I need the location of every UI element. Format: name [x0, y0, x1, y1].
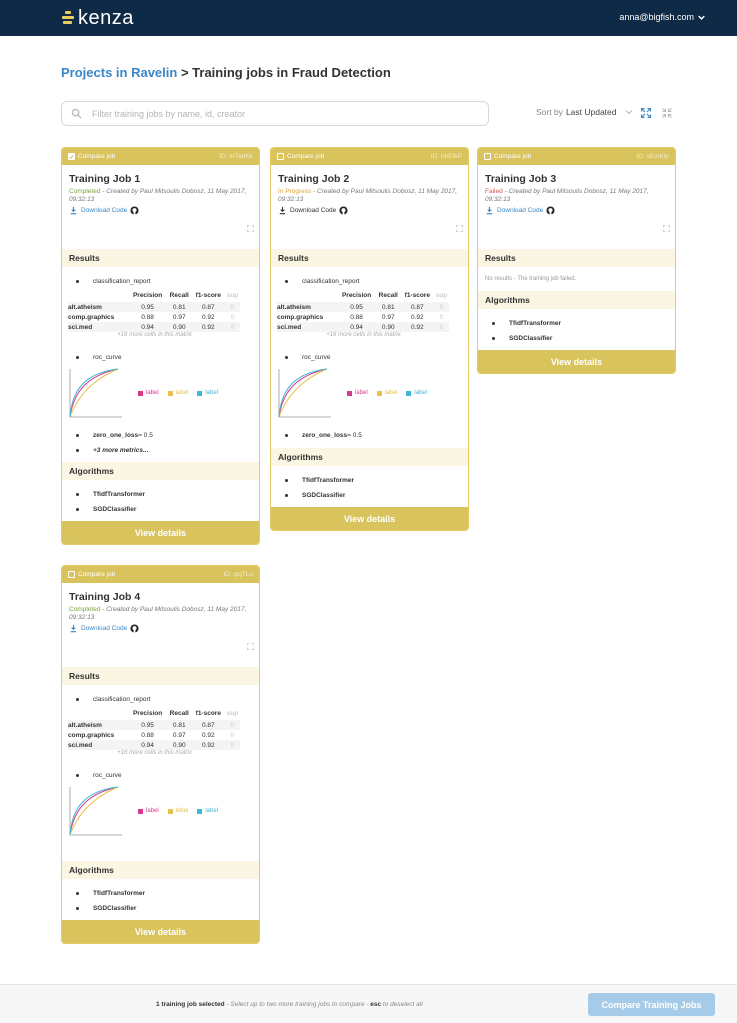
job-created-info: - Created by Paul Mitsoulis Dobosz, 11 May 2017, 09:32:13 [69, 606, 247, 621]
status-badge: Failed [485, 188, 503, 195]
more-metrics-label: +3 more metrics... [93, 447, 149, 454]
card-summary [62, 165, 259, 249]
search-bar[interactable] [61, 101, 489, 126]
download-icon [69, 624, 78, 633]
table-header-cell: Recall [378, 292, 398, 299]
table-cell: 0.95 [337, 302, 375, 312]
table-cell: 0 [230, 313, 235, 321]
metric-item [62, 428, 259, 443]
view-details-button[interactable]: View details [62, 920, 259, 943]
compare-job-label: Compare job [78, 571, 116, 578]
roc-curve-name [62, 768, 259, 783]
algorithm-label: SGDClassifier [93, 506, 137, 513]
card-header [478, 148, 675, 165]
training-job-card [61, 565, 260, 944]
table-header-cell: Precision [341, 292, 372, 299]
checkbox-checked-icon [68, 153, 75, 160]
metric-value: = 0.5 [347, 432, 362, 439]
table-cell: 0 [439, 313, 444, 321]
no-results-message: No results - The training job failed. [485, 276, 577, 282]
search-icon [71, 108, 82, 119]
table-cell: 0.81 [167, 720, 192, 730]
legend-item: label [168, 390, 189, 396]
roc-legend [347, 390, 427, 396]
legend-item: label [197, 808, 218, 814]
table-header-cell: f1-score [195, 710, 221, 717]
roc-curve-chart [277, 365, 468, 421]
compare-job-label: Compare job [494, 153, 532, 160]
table-cell: 0 [225, 302, 240, 312]
table-cell: 0 [225, 720, 240, 730]
algorithm-item [62, 502, 259, 517]
algorithm-label: SGDClassifier [93, 905, 137, 912]
view-details-button[interactable]: View details [271, 507, 468, 530]
table-row [68, 312, 240, 322]
table-cell: 0 [434, 322, 449, 332]
row-label: comp.graphics [277, 313, 324, 321]
job-created-info: - Created by Paul Mitsoulis Dobosz, 11 May 2017, 09:32:13 [485, 188, 649, 203]
algorithm-label: TfidfTransformer [302, 477, 355, 484]
more-cells-note: +16 more cells in this matrix [117, 332, 192, 338]
table-header-row [68, 289, 240, 302]
table-cell: 0.90 [376, 322, 401, 332]
table-header-cell: Recall [169, 710, 189, 717]
chevron-down-icon [698, 14, 705, 21]
roc-label: roc_curve [93, 354, 122, 361]
results-heading: Results [62, 667, 259, 685]
sort-value: Last Updated [565, 107, 617, 117]
table-header-cell: Precision [132, 292, 163, 299]
job-title[interactable]: Training Job 3 [485, 173, 557, 185]
report-label: classification_report [93, 278, 151, 285]
more-cells-note: +16 more cells in this matrix [117, 750, 192, 756]
table-row [68, 740, 240, 750]
expand-card-icon[interactable] [456, 225, 463, 232]
download-code-label: Download Code [290, 207, 337, 214]
card-header [271, 148, 468, 165]
download-code-link[interactable] [69, 624, 252, 633]
status-badge: In Progress [278, 188, 312, 195]
download-code-link[interactable] [485, 206, 668, 215]
table-cell: 0 [225, 322, 240, 332]
expand-card-icon[interactable] [247, 643, 254, 650]
user-email: anna@bigfish.com [619, 12, 694, 22]
card-summary [62, 583, 259, 667]
roc-curve-name [62, 350, 259, 365]
roc-curve-plot [277, 367, 333, 419]
search-input[interactable] [92, 109, 472, 119]
breadcrumb [61, 65, 391, 80]
training-job-card [477, 147, 676, 374]
algorithms-list [62, 480, 259, 521]
top-navigation-bar [0, 0, 737, 36]
algorithm-item [62, 901, 259, 916]
table-header-cell: sup [226, 292, 239, 299]
table-cell: 0.92 [192, 322, 225, 332]
algorithms-heading: Algorithms [271, 448, 468, 466]
more-metrics-link[interactable] [62, 443, 259, 458]
classification-report-table [68, 707, 240, 750]
metric-name: zero_one_loss [302, 432, 348, 439]
logo-text: kenza [78, 7, 134, 29]
row-label: comp.graphics [68, 313, 115, 321]
breadcrumb-projects-link[interactable]: Projects in Ravelin [61, 65, 178, 80]
row-label: alt.atheism [277, 302, 337, 312]
table-header-cell: sup [226, 710, 239, 717]
table-header-cell: sup [435, 292, 448, 299]
job-id: ID: qcjTLo [223, 571, 253, 578]
job-created-info: - Created by Paul Mitsoulis Dobosz, 11 May 2017, 09:32:13 [278, 188, 458, 203]
table-header-row [277, 289, 449, 302]
github-icon [546, 206, 555, 215]
download-code-link[interactable] [278, 206, 461, 215]
logo-mark-icon [62, 9, 74, 27]
roc-legend [138, 808, 218, 814]
table-cell: 0.92 [401, 322, 434, 332]
job-meta [69, 606, 249, 621]
table-row [68, 302, 240, 312]
card-header [62, 566, 259, 583]
job-meta [69, 188, 249, 203]
table-row [277, 322, 449, 332]
table-cell: 0.81 [167, 302, 192, 312]
table-cell: 0.97 [172, 731, 186, 739]
table-cell: 0.90 [167, 322, 192, 332]
table-cell: 0.88 [141, 313, 154, 321]
job-id: ID: sEmKlp [636, 153, 669, 160]
selection-status [156, 1001, 423, 1008]
table-row [68, 322, 240, 332]
card-summary [478, 165, 675, 249]
table-cell: 0.92 [201, 313, 215, 321]
classification-report-table [68, 289, 240, 332]
table-cell: 0.87 [192, 720, 225, 730]
compare-job-checkbox[interactable] [68, 153, 115, 160]
results-heading: Results [271, 249, 468, 267]
more-cells-note: +16 more cells in this matrix [326, 332, 401, 338]
selection-hint: - Select up to two more training jobs to compare - [224, 1001, 371, 1008]
chevron-down-icon [625, 108, 633, 116]
selected-count: 1 training job selected [156, 1001, 225, 1008]
roc-curve-plot [68, 785, 124, 837]
table-cell: 0.94 [128, 322, 166, 332]
row-label: sci.med [68, 740, 128, 750]
github-icon [130, 624, 139, 633]
job-title[interactable]: Training Job 1 [69, 173, 141, 185]
collapse-all-icon[interactable] [662, 108, 672, 118]
algorithm-item [478, 331, 675, 346]
download-icon [485, 206, 494, 215]
algorithm-item [478, 316, 675, 331]
sort-label: Sort by [536, 107, 563, 117]
report-label: classification_report [93, 696, 151, 703]
page-title: Training jobs in Fraud Detection [192, 65, 391, 80]
table-cell: 0.90 [167, 740, 192, 750]
algorithm-label: TfidfTransformer [93, 890, 146, 897]
view-details-button[interactable]: View details [62, 521, 259, 544]
training-job-card [270, 147, 469, 531]
roc-label: roc_curve [302, 354, 331, 361]
sort-dropdown[interactable] [536, 107, 633, 117]
legend-item: label [377, 390, 398, 396]
download-code-label: Download Code [81, 207, 128, 214]
status-badge: Completed [69, 188, 101, 195]
table-cell: 0.92 [410, 313, 424, 321]
table-header-cell [68, 707, 128, 720]
compare-job-checkbox[interactable] [68, 571, 115, 578]
results-section [62, 685, 259, 861]
algorithm-item [62, 886, 259, 901]
table-cell: 0.88 [350, 313, 363, 321]
compare-job-label: Compare job [287, 153, 325, 160]
checkbox-empty-icon [484, 153, 491, 160]
algorithm-label: TfidfTransformer [509, 320, 562, 327]
algorithms-heading: Algorithms [62, 861, 259, 879]
table-cell: 0.87 [192, 302, 225, 312]
compare-job-label: Compare job [78, 153, 116, 160]
legend-item: label [406, 390, 427, 396]
metric-item [271, 428, 468, 443]
results-heading: Results [478, 249, 675, 267]
legend-item: label [138, 808, 159, 814]
roc-curve-chart [68, 783, 259, 839]
table-cell: 0.87 [401, 302, 434, 312]
table-cell: 0 [225, 740, 240, 750]
row-label: sci.med [277, 322, 337, 332]
download-code-link[interactable] [69, 206, 252, 215]
selection-footer [0, 984, 737, 1023]
expand-card-icon[interactable] [247, 225, 254, 232]
table-header-cell: f1-score [195, 292, 221, 299]
row-label: comp.graphics [68, 731, 115, 739]
table-cell: 0.81 [376, 302, 401, 312]
card-header [62, 148, 259, 165]
algorithms-list [271, 466, 468, 507]
algorithm-item [271, 473, 468, 488]
table-header-cell: Precision [132, 710, 163, 717]
results-section [271, 267, 468, 448]
metric-name: zero_one_loss [93, 432, 139, 439]
checkbox-empty-icon [277, 153, 284, 160]
job-title[interactable]: Training Job 4 [69, 591, 141, 603]
expand-card-icon[interactable] [663, 225, 670, 232]
table-cell: 0.94 [128, 740, 166, 750]
download-icon [278, 206, 287, 215]
results-section [62, 267, 259, 462]
table-cell: 0 [434, 302, 449, 312]
table-header-cell: Recall [169, 292, 189, 299]
job-title[interactable]: Training Job 2 [278, 173, 350, 185]
compare-job-checkbox[interactable] [484, 153, 531, 160]
algorithms-list [478, 309, 675, 350]
status-badge: Completed [69, 606, 101, 613]
job-meta [278, 188, 458, 203]
algorithm-label: SGDClassifier [509, 335, 553, 342]
table-cell: 0.92 [192, 740, 225, 750]
roc-label: roc_curve [93, 772, 122, 779]
legend-item: label [138, 390, 159, 396]
classification-report-table [277, 289, 449, 332]
breadcrumb-separator: > [177, 65, 193, 80]
github-icon [339, 206, 348, 215]
table-header-cell: f1-score [404, 292, 430, 299]
table-header-row [68, 707, 240, 720]
training-job-card [61, 147, 260, 545]
table-row [68, 730, 240, 740]
table-cell: 0.88 [141, 731, 154, 739]
algorithm-label: TfidfTransformer [93, 491, 146, 498]
view-details-button[interactable]: View details [478, 350, 675, 373]
table-cell: 0 [230, 731, 235, 739]
table-row [277, 302, 449, 312]
legend-item: label [168, 808, 189, 814]
card-summary [271, 165, 468, 249]
roc-curve-plot [68, 367, 124, 419]
selection-hint-end: to deselect all [381, 1001, 423, 1008]
algorithms-list [62, 879, 259, 920]
report-name [271, 274, 468, 289]
algorithm-item [62, 487, 259, 502]
algorithms-heading: Algorithms [62, 462, 259, 480]
results-heading: Results [62, 249, 259, 267]
compare-job-checkbox[interactable] [277, 153, 324, 160]
esc-key: esc [370, 1001, 382, 1008]
job-id: ID: bhEfkP [430, 153, 462, 160]
table-cell: 0.97 [172, 313, 186, 321]
table-cell: 0.94 [337, 322, 375, 332]
job-created-info: - Created by Paul Mitsoulis Dobosz, 11 May 2017, 09:32:13 [69, 188, 247, 203]
row-label: alt.atheism [68, 302, 128, 312]
user-menu[interactable] [619, 12, 705, 22]
row-label: alt.atheism [68, 720, 128, 730]
report-name [62, 274, 259, 289]
github-icon [130, 206, 139, 215]
job-id: ID: erTa8Kk [219, 153, 253, 160]
roc-legend [138, 390, 218, 396]
legend-item: label [197, 390, 218, 396]
job-meta [485, 188, 665, 203]
legend-item: label [347, 390, 368, 396]
row-label: sci.med [68, 322, 128, 332]
download-code-label: Download Code [81, 625, 128, 632]
table-row [68, 720, 240, 730]
table-cell: 0.97 [381, 313, 395, 321]
roc-curve-chart [68, 365, 259, 421]
metric-value: = 0.5 [138, 432, 153, 439]
table-cell: 0.92 [201, 731, 215, 739]
algorithm-label: SGDClassifier [302, 492, 346, 499]
download-icon [69, 206, 78, 215]
algorithm-item [271, 488, 468, 503]
download-code-label: Download Code [497, 207, 544, 214]
expand-all-icon[interactable] [641, 108, 651, 118]
kenza-logo[interactable] [62, 8, 134, 28]
table-cell: 0.95 [128, 302, 166, 312]
roc-curve-name [271, 350, 468, 365]
table-header-cell [68, 289, 128, 302]
algorithms-heading: Algorithms [478, 291, 675, 309]
table-row [277, 312, 449, 322]
table-cell: 0.95 [128, 720, 166, 730]
table-header-cell [277, 289, 337, 302]
report-name [62, 692, 259, 707]
checkbox-empty-icon [68, 571, 75, 578]
report-label: classification_report [302, 278, 360, 285]
compare-training-jobs-button[interactable]: Compare Training Jobs [588, 993, 715, 1016]
